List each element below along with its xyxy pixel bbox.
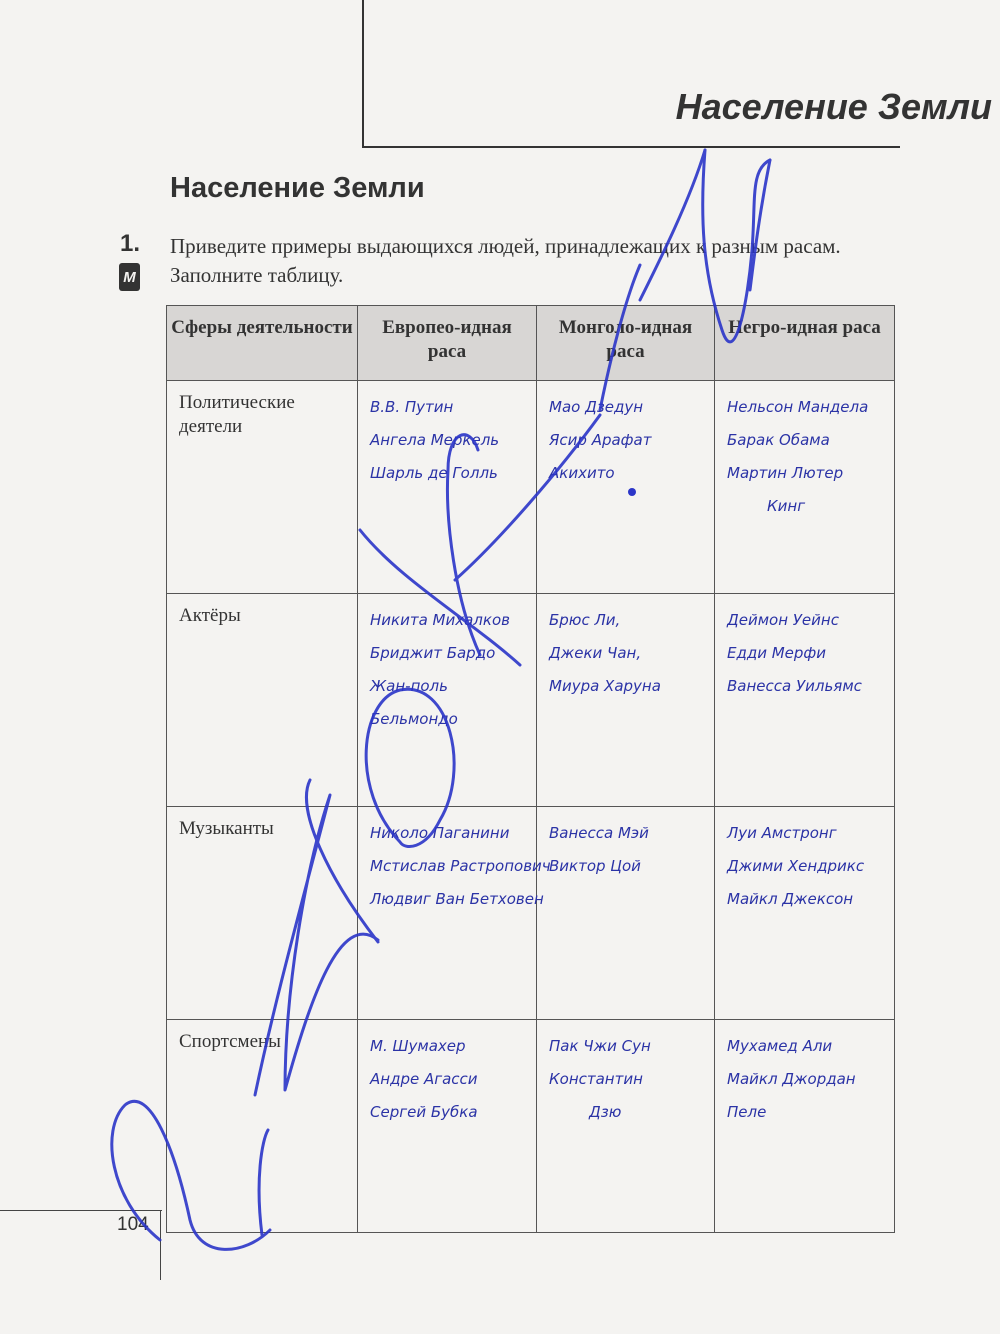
handwritten-answer: Майкл Джордан [727,1070,856,1088]
handwritten-answer: Людвиг Ван Бетховен [370,890,544,908]
handwritten-answer: Брюс Ли, [549,611,621,629]
footer-rule-vertical [160,1210,161,1280]
handwritten-answer: Едди Мерфи [727,644,827,662]
handwritten-answer: В.В. Путин [370,398,454,416]
answer-cell-mongoloid [537,594,715,807]
races-table [166,305,895,1233]
handwritten-answer: Дзю [589,1103,622,1121]
task-instructions: Приведите примеры выдающихся людей, принадлежащих к разным расам. Заполните таблицу. [170,234,841,287]
table-header-row [167,306,895,381]
answer-cell-europeoid [358,594,537,807]
answer-cell-negroid [715,1020,895,1233]
handwritten-answer: Мао Дзедун [549,398,644,416]
handwritten-answer: Мартин Лютер [727,464,844,482]
handwritten-answer: Ванесса Мэй [549,824,649,842]
answer-cell-europeoid [358,381,537,594]
sphere-cell: Музыканты [167,807,358,1020]
answer-cell-negroid [715,807,895,1020]
task-number: 1. [120,230,141,257]
table-row [167,1020,895,1233]
sphere-cell: Политические деятели [167,381,358,594]
table-row [167,594,895,807]
answer-cell-mongoloid [537,807,715,1020]
answer-cell-mongoloid [537,381,715,594]
handwritten-answer: Константин [549,1070,643,1088]
answer-cell-europeoid [358,807,551,1020]
handwritten-answer: Пеле [727,1103,767,1121]
handwritten-answer: Пак Чжи Сун [549,1037,651,1055]
m-badge-icon: М [119,263,140,291]
table-row [167,381,895,594]
handwritten-answer: Бриджит Бардо [370,644,496,662]
handwritten-answer: Мухамед Али [727,1037,833,1055]
header-cell-mongoloid: Монголо-идная раса [537,306,715,381]
handwritten-answer: Мстислав Растропович [370,857,551,875]
handwritten-answer: Шарль де Голль [370,464,498,482]
handwritten-answer: Бельмондо [370,710,458,728]
handwritten-answer: Андре Агасси [370,1070,478,1088]
page-number: 104 [117,1214,149,1235]
answer-cell-negroid [715,381,895,594]
handwritten-answer: Ванесса Уильямс [727,677,862,695]
sphere-cell: Актёры [167,594,358,807]
answer-cell-negroid [715,594,895,807]
handwritten-answer: Жан-поль [370,677,448,695]
handwritten-answer: Акихито [549,464,615,482]
handwritten-answer: Никита Михалков [370,611,510,629]
handwritten-answer: Виктор Цой [549,857,641,875]
handwritten-answer: Миура Харуна [549,677,661,695]
running-header-title: Население Земли [675,86,992,127]
handwritten-answer: Майкл Джексон [727,890,854,908]
handwritten-answer: Луи Амстронг [727,824,837,842]
header-cell-negroid: Негро-идная раса [715,306,895,381]
answer-cell-europeoid [358,1020,537,1233]
sphere-cell: Спортсмены [167,1020,358,1233]
table-row [167,807,895,1020]
handwritten-answer: Ясир Арафат [549,431,652,449]
section-title: Население Земли [170,172,425,204]
handwritten-answer: Деймон Уейнс [727,611,839,629]
handwritten-answer: Джими Хендрикс [727,857,865,875]
handwritten-answer: Джеки Чан, [549,644,642,662]
handwritten-answer: Ангела Меркель [370,431,500,449]
handwritten-answer: Кинг [767,497,806,515]
footer-rule [0,1210,162,1211]
handwritten-answer: Нельсон Мандела [727,398,869,416]
handwritten-answer: М. Шумахер [370,1037,466,1055]
handwritten-answer: Сергей Бубка [370,1103,478,1121]
handwritten-answer: Николо Паганини [370,824,510,842]
handwritten-answer: Барак Обама [727,431,830,449]
header-cell-europeoid: Европео-идная раса [358,306,537,381]
header-cell-sphere: Сферы деятельности [167,306,358,381]
answer-cell-mongoloid [537,1020,715,1233]
